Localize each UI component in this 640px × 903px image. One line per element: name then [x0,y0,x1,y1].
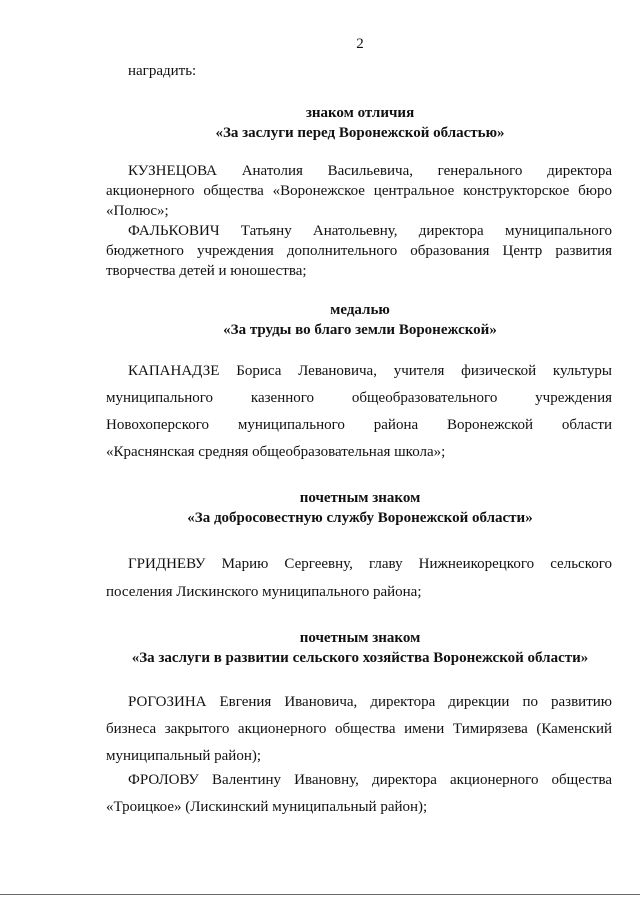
entry-line: муниципального казенного общеобразовательного учреждения [106,390,612,406]
award-title: «За труды во благо земли Воронежской» [223,322,497,338]
entry-line: муниципальный район); [106,748,262,764]
award-title: «За заслуги в развитии сельского хозяйства Воронежской области» [131,650,589,666]
entry-line: поселения Лискинского муниципального района; [106,584,422,600]
award-recipient-entry [106,767,612,821]
entry-line: ГРИДНЕВУ Марию Сергеевну, главу Нижнеикорецкого сельского [128,556,612,572]
page-number: 2 [356,36,364,52]
entry-line: РОГОЗИНА Евгения Ивановича, директора дирекции по развитию [128,694,612,710]
award-heading [0,103,640,143]
entry-line: «Троицкое» (Лискинский муниципальный район); [106,799,428,815]
entry-line: «Полюс»; [106,203,169,219]
award-recipient-entry [106,221,612,281]
entry-line: бюджетного учреждения дополнительного образования Центр развития [106,243,612,259]
entry-line: Новохоперского муниципального района Воронежской области [106,417,612,433]
award-recipient-entry [106,161,612,221]
entry-line: ФРОЛОВУ Валентину Ивановну, директора акционерного общества [128,772,612,788]
award-recipient-entry [106,358,612,466]
award-heading [0,300,640,340]
award-title: «За заслуги перед Воронежской областью» [215,125,505,141]
page-bottom-edge [0,894,640,895]
entry-line: «Краснянская средняя общеобразовательная школа»; [106,444,446,460]
award-type: медалью [330,302,390,318]
entry-line: КАПАНАДЗЕ Бориса Левановича, учителя физической культуры [128,363,612,379]
entry-line: бизнеса закрытого акционерного общества имени Тимирязева (Каменский [106,721,612,737]
award-heading [0,488,640,528]
entry-line: творчества детей и юношества; [106,263,307,279]
intro-text: наградить: [128,63,197,79]
entry-line: КУЗНЕЦОВА Анатолия Васильевича, генерального директора [128,163,612,179]
entry-line: акционерного общества «Воронежское центральное конструкторское бюро [106,183,612,199]
award-type: почетным знаком [299,490,421,506]
award-title: «За добросовестную службу Воронежской области» [187,510,533,526]
award-recipient-entry [106,550,612,606]
award-type: почетным знаком [299,630,421,646]
award-heading [0,628,640,668]
award-type: знаком отличия [305,105,415,121]
entry-line: ФАЛЬКОВИЧ Татьяну Анатольевну, директора муниципального [128,223,612,239]
award-recipient-entry [106,689,612,770]
